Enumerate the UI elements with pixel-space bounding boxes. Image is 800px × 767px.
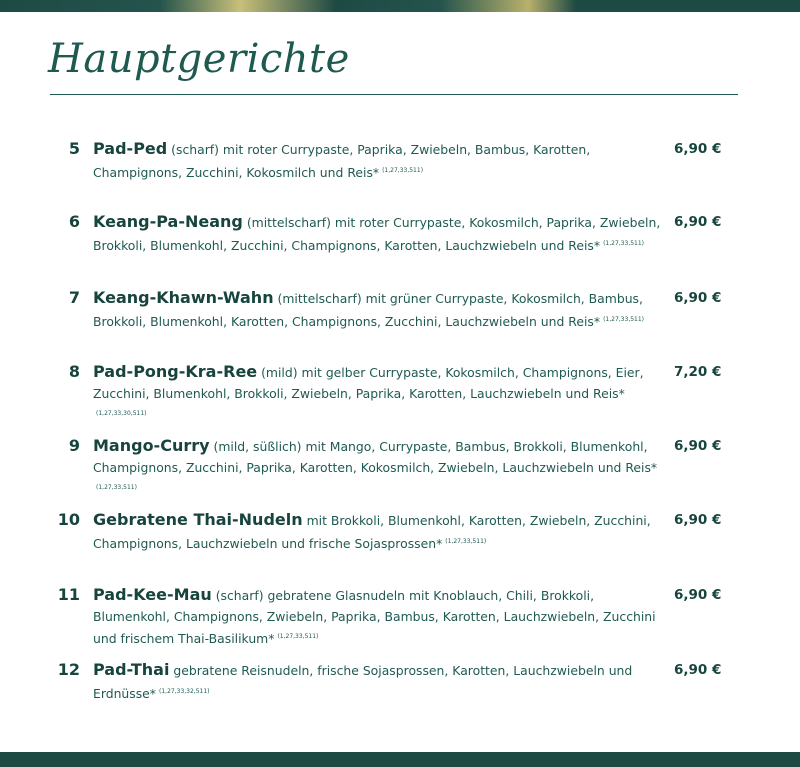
item-text: (mild) mit gelber Currypaste, Kokosmilch, Champignons, Eier, Zucchini, Blumenkohl, Brokkoli, Zwiebeln, Paprika, Karotten, Lauchzwiebeln und Reis* xyxy=(93,365,644,401)
item-name: Pad-Thai xyxy=(93,660,170,679)
item-name: Keang-Pa-Neang xyxy=(93,212,243,231)
item-name: Mango-Curry xyxy=(93,436,210,455)
page-title: Hauptgerichte xyxy=(48,36,350,82)
item-price: 6,90 € xyxy=(674,214,722,230)
item-description xyxy=(93,288,663,332)
bottom-decorative-band xyxy=(0,752,800,767)
item-text: (mild, süßlich) mit Mango, Currypaste, Bambus, Brokkoli, Blumenkohl, Champignons, Zucchini, Paprika, Karotten, Kokosmilch, Zwiebeln, Lauchzwiebeln und Reis* xyxy=(93,439,658,475)
item-price: 6,90 € xyxy=(674,587,722,603)
item-allergens: (1,27,33,511) xyxy=(277,633,319,640)
item-text: (mittelscharf) mit roter Currypaste, Kokosmilch, Paprika, Zwiebeln, Brokkoli, Blumenkohl, Zucchini, Champignons, Karotten, Lauchzwiebeln und Reis* xyxy=(93,215,661,253)
item-description xyxy=(93,660,663,704)
item-number: 6 xyxy=(68,212,80,231)
item-text: mit Brokkoli, Blumenkohl, Karotten, Zwiebeln, Zucchini, Champignons, Lauchzwiebeln und frische Sojasprossen* xyxy=(93,513,651,551)
item-allergens: (1,27,33,511) xyxy=(445,537,487,545)
item-description xyxy=(93,436,663,501)
item-price: 6,90 € xyxy=(674,141,722,157)
item-name: Gebratene Thai-Nudeln xyxy=(93,510,303,529)
item-text: gebratene Reisnudeln, frische Sojasprossen, Karotten, Lauchzwiebeln und Erdnüsse* xyxy=(93,663,633,701)
item-price: 6,90 € xyxy=(674,512,722,528)
item-description xyxy=(93,362,663,427)
item-price: 7,20 € xyxy=(674,364,722,380)
item-price: 6,90 € xyxy=(674,290,722,306)
title-underline xyxy=(50,94,738,95)
item-number: 12 xyxy=(57,660,80,679)
item-allergens: (1,27,33,511) xyxy=(603,239,645,247)
item-text: (scharf) gebratene Glasnudeln mit Knoblauch, Chili, Brokkoli, Blumenkohl, Champignons, Zwiebeln, Paprika, Bambus, Karotten, Lauchzwiebeln, Zucchini und frischem Thai-Basilikum* xyxy=(93,588,656,647)
item-price: 6,90 € xyxy=(674,662,722,678)
item-name: Pad-Kee-Mau xyxy=(93,585,212,604)
item-name: Keang-Khawn-Wahn xyxy=(93,288,274,307)
item-number: 11 xyxy=(57,585,80,604)
item-description xyxy=(93,510,663,554)
item-name: Pad-Pong-Kra-Ree xyxy=(93,362,258,381)
item-allergens: (1,27,33,30,511) xyxy=(96,410,147,417)
item-number: 8 xyxy=(68,362,80,381)
item-text: (scharf) mit roter Currypaste, Paprika, Zwiebeln, Bambus, Karotten, Champignons, Zucchini, Kokosmilch und Reis* xyxy=(93,142,591,180)
item-number: 9 xyxy=(68,436,80,455)
item-number: 7 xyxy=(68,288,80,307)
item-number: 5 xyxy=(68,139,80,158)
item-number: 10 xyxy=(57,510,80,529)
item-price: 6,90 € xyxy=(674,438,722,454)
top-decorative-band xyxy=(0,0,800,12)
item-allergens: (1,27,33,511) xyxy=(603,315,645,323)
item-allergens: (1,27,33,511) xyxy=(96,484,137,491)
item-description xyxy=(93,139,663,183)
item-name: Pad-Ped xyxy=(93,139,168,158)
item-description xyxy=(93,585,663,650)
item-description xyxy=(93,212,663,256)
item-allergens: (1,27,33,32,511) xyxy=(159,687,210,695)
item-text: (mittelscharf) mit grüner Currypaste, Kokosmilch, Bambus, Brokkoli, Blumenkohl, Karotten, Champignons, Zucchini, Lauchzwiebeln und Reis* xyxy=(93,291,643,329)
item-allergens: (1,27,33,511) xyxy=(382,166,424,174)
